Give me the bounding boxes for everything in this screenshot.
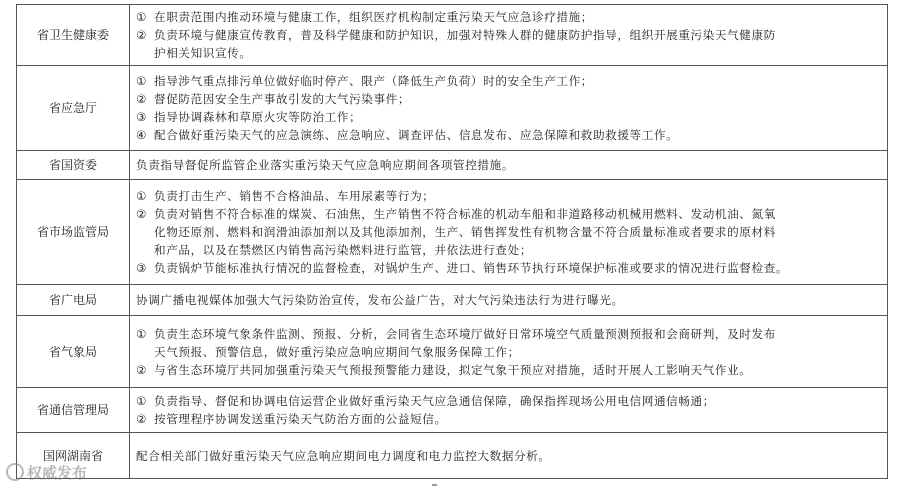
duty-line — [136, 90, 881, 108]
duty-table — [16, 4, 888, 479]
duty-line — [136, 108, 881, 126]
duty-text: 协调广播电视媒体加强大气污染防治宣传，发布公益广告，对大气污染违法行为进行曝光。 — [136, 293, 624, 307]
duty-text: 负责指导、督促和协调电信运营企业做好重污染天气应急通信保障，确保指挥现场公用电信网通信畅通； — [154, 394, 715, 408]
duty-line — [136, 72, 881, 90]
duty-line — [136, 126, 881, 144]
duty-text: 配合做好重污染天气的应急演练、应急响应、调查评估、信息发布、应急保障和救助救援等工作。 — [154, 128, 679, 142]
duty-text: 按管理程序协调发送重污染天气防治方面的公益短信。 — [154, 412, 447, 426]
item-number: ② — [136, 207, 147, 221]
duty-text: 在职责范围内推动环境与健康工作，组织医疗机构制定重污染天气应急诊疗措施； — [154, 10, 593, 24]
table-row — [17, 388, 888, 433]
table-row — [17, 5, 888, 66]
duty-line — [136, 44, 881, 62]
table-row — [17, 180, 888, 285]
duty-text: 负责指导督促所监管企业落实重污染天气应急响应期间各项管控措施。 — [136, 158, 515, 172]
duty-text: 负责锅炉节能标准执行情况的监督检查，对锅炉生产、进口、销售环节执行环境保护标准或要求的情况进行监督检查。 — [154, 261, 789, 275]
duty-text: 指导涉气重点排污单位做好临时停产、限产（降低生产负荷）时的安全生产工作； — [154, 74, 593, 88]
duty-line — [136, 259, 881, 277]
item-number: ① — [136, 394, 147, 408]
item-number: ② — [136, 412, 147, 426]
duties-cell — [130, 388, 888, 433]
item-number: ① — [136, 326, 147, 341]
item-number: ② — [136, 362, 147, 377]
page-indicator — [432, 484, 437, 486]
item-number: ② — [136, 28, 147, 42]
duty-line — [136, 343, 881, 361]
duty-line — [136, 325, 881, 343]
duty-table-body — [17, 5, 888, 479]
item-number: ② — [136, 92, 147, 106]
duty-text: 配合相关部门做好重污染天气应急响应期间电力调度和电力监控大数据分析。 — [136, 448, 551, 463]
department-cell: 省气象局 — [17, 316, 130, 388]
item-number: ① — [136, 189, 147, 203]
duty-table-container — [16, 4, 888, 479]
duties-cell — [130, 433, 888, 479]
table-row — [17, 151, 888, 180]
department-cell: 国网湖南省 — [17, 433, 130, 479]
duty-line — [136, 8, 881, 26]
duty-line — [136, 410, 881, 428]
watermark — [6, 462, 87, 483]
department-cell: 省卫生健康委 — [17, 5, 130, 66]
watermark-logo-icon — [6, 463, 24, 481]
duty-line — [136, 26, 881, 44]
duty-text: 负责生态环境气象条件监测、预报、分析，会同省生态环境厅做好日常环境空气质量预测预报和会商研判，及时发布 — [154, 326, 776, 341]
duty-line — [136, 291, 881, 309]
item-number: ③ — [136, 110, 147, 124]
duty-text: 和产品，以及在禁燃区内销售高污染燃料进行监管，并依法进行查处； — [154, 243, 533, 257]
duties-cell — [130, 66, 888, 151]
table-row — [17, 433, 888, 479]
duties-cell — [130, 5, 888, 66]
duties-cell — [130, 316, 888, 388]
duties-cell — [130, 285, 888, 316]
duty-text: 化物还原剂、燃料和润滑油添加剂以及其他添加剂，生产、销售挥发性有机物含量不符合质量标准或者要求的原材料 — [154, 225, 776, 239]
duty-line — [136, 205, 881, 223]
duty-line — [136, 447, 881, 465]
duty-line — [136, 156, 881, 174]
duty-text: 负责环境与健康宣传教育，普及科学健康和防护知识，加强对特殊人群的健康防护指导，组织开展重污染天气健康防 — [154, 28, 776, 42]
department-cell: 省广电局 — [17, 285, 130, 316]
duty-text: 督促防范因安全生产事故引发的大气污染事件； — [154, 92, 411, 106]
table-row — [17, 316, 888, 388]
department-cell: 省国资委 — [17, 151, 130, 180]
table-row — [17, 285, 888, 316]
table-row — [17, 66, 888, 151]
duty-text: 负责打击生产、销售不合格油品、车用尿素等行为； — [154, 189, 435, 203]
duty-text: 护相关知识宣传。 — [154, 46, 252, 60]
duty-text: 负责对销售不符合标准的煤炭、石油焦，生产销售不符合标准的机动车船和非道路移动机械用燃料、发动机油、氮氧 — [154, 207, 776, 221]
duty-line — [136, 241, 881, 259]
department-cell: 省市场监管局 — [17, 180, 130, 285]
watermark-text: 权威发布 — [27, 464, 88, 482]
duty-line — [136, 361, 881, 379]
item-number: ④ — [136, 128, 147, 142]
duty-line — [136, 223, 881, 241]
duties-cell — [130, 151, 888, 180]
item-number: ① — [136, 10, 147, 24]
duty-text: 指导协调森林和草原火灾等防治工作； — [154, 110, 362, 124]
department-cell: 省通信管理局 — [17, 388, 130, 433]
department-cell: 省应急厅 — [17, 66, 130, 151]
item-number: ③ — [136, 261, 147, 275]
duty-line — [136, 187, 881, 205]
duty-text: 与省生态环境厅共同加强重污染天气预报预警能力建设，拟定气象干预应对措施，适时开展人工影响天气作业。 — [154, 362, 752, 377]
item-number: ① — [136, 74, 147, 88]
duty-text: 天气预报、预警信息，做好重污染应急响应期间气象服务保障工作； — [154, 344, 520, 359]
duties-cell — [130, 180, 888, 285]
duty-line — [136, 392, 881, 410]
